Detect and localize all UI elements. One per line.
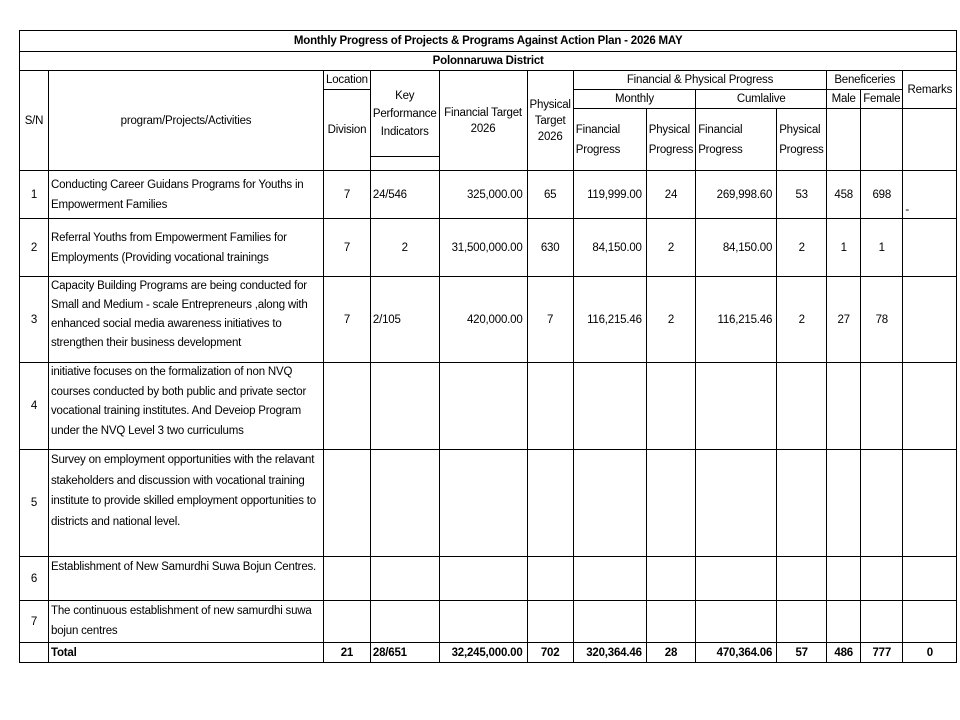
- row-male: [827, 450, 861, 557]
- row-female: [861, 363, 903, 450]
- row-activity: Conducting Career Guidans Programs for Youths in Empowerment Families: [49, 171, 324, 219]
- row-kpi: 2/105: [370, 277, 439, 363]
- row-male: 27: [827, 277, 861, 363]
- report-title: Monthly Progress of Projects & Programs Against Action Plan - 2026 MAY: [20, 31, 957, 52]
- row-division: [324, 557, 371, 601]
- row-financial-target: 325,000.00: [439, 171, 527, 219]
- row-financial-target: 420,000.00: [439, 277, 527, 363]
- row-physical-target: [527, 450, 573, 557]
- row-male: 1: [827, 219, 861, 277]
- row-remarks: [903, 557, 957, 601]
- row-female: [861, 450, 903, 557]
- row-remarks: [903, 601, 957, 643]
- row-monthly-financial: [573, 363, 646, 450]
- row-monthly-financial: [573, 557, 646, 601]
- row-male: [827, 557, 861, 601]
- table-row: [20, 601, 957, 643]
- row-cumulative-physical: [777, 450, 827, 557]
- row-activity: Referral Youths from Empowerment Families for Employments (Providing vocational trainings: [49, 219, 324, 277]
- total-row: [20, 643, 957, 663]
- row-division: 7: [324, 219, 371, 277]
- total-sn-blank: [20, 643, 49, 663]
- row-cumulative-financial: 269,998.60: [696, 171, 777, 219]
- row-sn: 6: [20, 557, 49, 601]
- table-row: [20, 450, 957, 557]
- header-cumulative-physical: Physical Progress: [777, 109, 827, 171]
- total-physical-target: 702: [527, 643, 573, 663]
- total-monthly-physical: 28: [646, 643, 695, 663]
- header-remarks-blank: [903, 109, 957, 171]
- table-row: [20, 557, 957, 601]
- row-remarks: [903, 277, 957, 363]
- row-female: 698: [861, 171, 903, 219]
- report-district: Polonnaruwa District: [20, 52, 957, 71]
- total-female: 777: [861, 643, 903, 663]
- row-male: 458: [827, 171, 861, 219]
- row-monthly-physical: 2: [646, 219, 695, 277]
- row-monthly-financial: 116,215.46: [573, 277, 646, 363]
- header-monthly-financial: Financial Progress: [573, 109, 646, 171]
- table-row: [20, 277, 957, 363]
- row-cumulative-financial: [696, 363, 777, 450]
- row-physical-target: [527, 557, 573, 601]
- row-physical-target: [527, 601, 573, 643]
- header-physical-target: Physical Target 2026: [527, 71, 573, 171]
- row-male: [827, 363, 861, 450]
- row-female: 1: [861, 219, 903, 277]
- progress-report-table: [19, 30, 957, 663]
- row-male: [827, 601, 861, 643]
- row-financial-target: [439, 557, 527, 601]
- row-monthly-financial: 84,150.00: [573, 219, 646, 277]
- row-activity: The continuous establishment of new samurdhi suwa bojun centres: [49, 601, 324, 643]
- header-female-blank: [861, 109, 903, 171]
- total-cumulative-financial: 470,364.06: [696, 643, 777, 663]
- row-sn: 5: [20, 450, 49, 557]
- row-physical-target: [527, 363, 573, 450]
- row-cumulative-financial: [696, 601, 777, 643]
- total-label: Total: [49, 643, 324, 663]
- row-physical-target: 7: [527, 277, 573, 363]
- row-sn: 7: [20, 601, 49, 643]
- row-remarks: [903, 219, 957, 277]
- total-division: 21: [324, 643, 371, 663]
- row-sn: 3: [20, 277, 49, 363]
- header-cumulative: Cumlalive: [696, 90, 827, 109]
- row-monthly-physical: [646, 557, 695, 601]
- row-monthly-financial: [573, 450, 646, 557]
- row-cumulative-physical: [777, 363, 827, 450]
- header-monthly: Monthly: [573, 90, 695, 109]
- row-monthly-physical: 2: [646, 277, 695, 363]
- row-cumulative-physical: 2: [777, 219, 827, 277]
- row-kpi: 2: [370, 219, 439, 277]
- total-monthly-financial: 320,364.46: [573, 643, 646, 663]
- row-cumulative-physical: 53: [777, 171, 827, 219]
- header-male: Male: [827, 90, 861, 109]
- row-cumulative-physical: [777, 557, 827, 601]
- row-activity: initiative focuses on the formalization of non NVQ courses conducted by both public and private sector vocational training institutes. And Deveiop Program under the NVQ Level 3 two curriculums: [49, 363, 324, 450]
- header-sn: S/N: [20, 71, 49, 171]
- table-row: [20, 219, 957, 277]
- total-cumulative-physical: 57: [777, 643, 827, 663]
- row-division: [324, 363, 371, 450]
- header-monthly-physical: Physical Progress: [646, 109, 695, 171]
- row-kpi: [370, 450, 439, 557]
- row-activity: Establishment of New Samurdhi Suwa Bojun Centres.: [49, 557, 324, 601]
- row-female: [861, 601, 903, 643]
- header-cumulative-financial: Financial Progress: [696, 109, 777, 171]
- row-cumulative-physical: 2: [777, 277, 827, 363]
- row-cumulative-financial: [696, 557, 777, 601]
- header-male-blank: [827, 109, 861, 171]
- row-financial-target: 31,500,000.00: [439, 219, 527, 277]
- row-monthly-physical: [646, 450, 695, 557]
- header-division: Division: [324, 90, 371, 171]
- row-remarks: -: [903, 171, 957, 219]
- row-sn: 4: [20, 363, 49, 450]
- total-financial-target: 32,245,000.00: [439, 643, 527, 663]
- row-kpi: [370, 363, 439, 450]
- row-financial-target: [439, 363, 527, 450]
- total-kpi: 28/651: [370, 643, 439, 663]
- row-financial-target: [439, 450, 527, 557]
- row-kpi: 24/546: [370, 171, 439, 219]
- row-cumulative-financial: 116,215.46: [696, 277, 777, 363]
- row-activity: Capacity Building Programs are being conducted for Small and Medium - scale Entrepreneurs ,along with enhanced social media awareness initiatives to strengthen their business development: [49, 277, 324, 363]
- row-remarks: [903, 363, 957, 450]
- row-physical-target: 630: [527, 219, 573, 277]
- header-financial-target: Financial Target 2026: [439, 71, 527, 171]
- header-beneficiaries: Beneficeries: [827, 71, 903, 90]
- row-female: [861, 557, 903, 601]
- header-fin-phys-progress: Financial & Physical Progress: [573, 71, 826, 90]
- table-row: [20, 171, 957, 219]
- row-physical-target: 65: [527, 171, 573, 219]
- row-female: 78: [861, 277, 903, 363]
- row-division: 7: [324, 277, 371, 363]
- row-division: 7: [324, 171, 371, 219]
- header-kpi-tail: [370, 157, 439, 171]
- row-cumulative-financial: 84,150.00: [696, 219, 777, 277]
- row-monthly-physical: [646, 363, 695, 450]
- row-sn: 2: [20, 219, 49, 277]
- row-division: [324, 601, 371, 643]
- header-kpi: Key Performance Indicators: [370, 71, 439, 157]
- total-male: 486: [827, 643, 861, 663]
- header-female: Female: [861, 90, 903, 109]
- row-monthly-physical: [646, 601, 695, 643]
- row-kpi: [370, 601, 439, 643]
- row-division: [324, 450, 371, 557]
- row-monthly-financial: 119,999.00: [573, 171, 646, 219]
- row-cumulative-physical: [777, 601, 827, 643]
- total-remarks: 0: [903, 643, 957, 663]
- row-activity: Survey on employment opportunities with the relavant stakeholders and discussion with vocational training institute to provide skilled employment opportunities to districts and national level.: [49, 450, 324, 557]
- header-program: program/Projects/Activities: [49, 71, 324, 171]
- table-row: [20, 363, 957, 450]
- header-location: Location: [324, 71, 371, 90]
- header-remarks: Remarks: [903, 71, 957, 109]
- row-sn: 1: [20, 171, 49, 219]
- row-financial-target: [439, 601, 527, 643]
- row-remarks: [903, 450, 957, 557]
- row-monthly-financial: [573, 601, 646, 643]
- row-kpi: [370, 557, 439, 601]
- row-cumulative-financial: [696, 450, 777, 557]
- row-monthly-physical: 24: [646, 171, 695, 219]
